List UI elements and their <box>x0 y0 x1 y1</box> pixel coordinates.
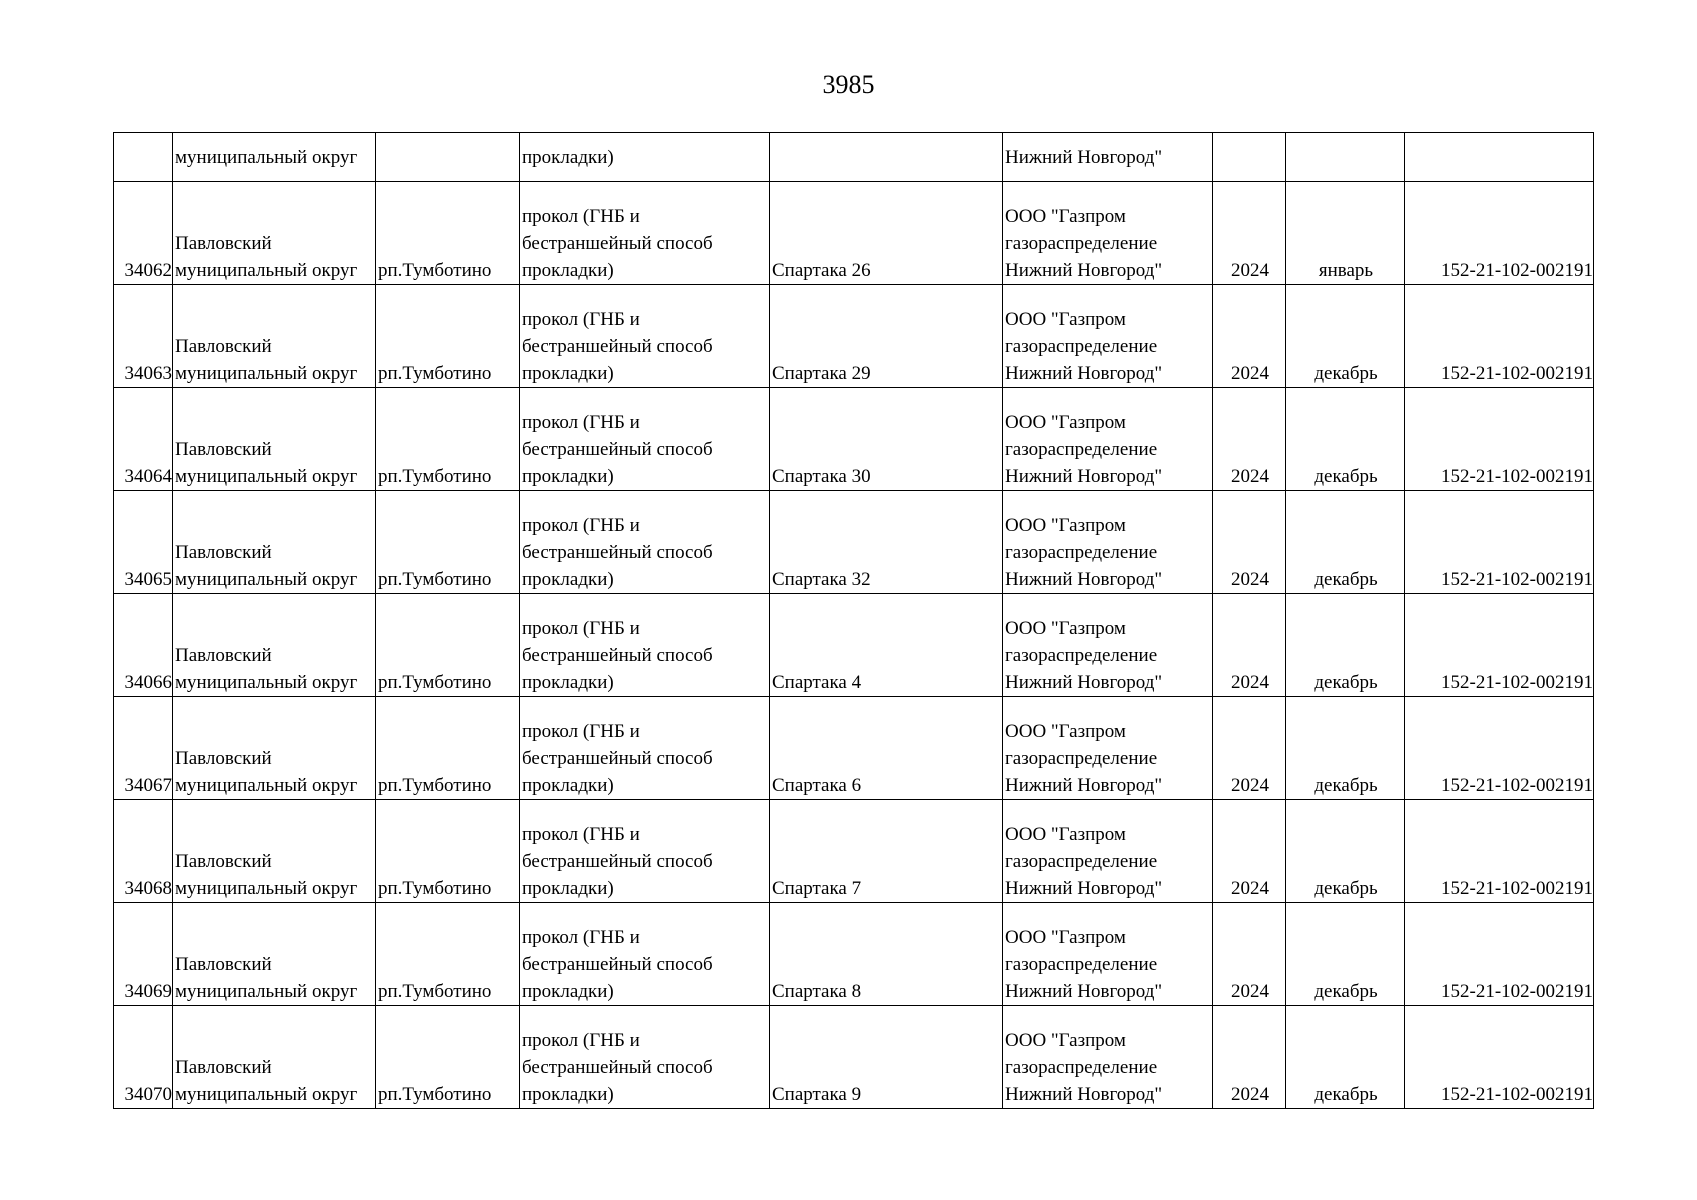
cell-organization-line: газораспределение <box>1005 542 1158 563</box>
cell-year: 2024 <box>1213 1006 1286 1109</box>
cell-locality: рп.Тумботино <box>376 903 520 1006</box>
cell-number: 34066 <box>114 594 173 697</box>
cell-month: декабрь <box>1286 800 1405 903</box>
cell-year: 2024 <box>1213 388 1286 491</box>
cell-method-line: бестраншейный способ <box>522 851 713 872</box>
cell-address: Спартака 8 <box>770 903 1003 1006</box>
cell-district <box>173 1006 376 1109</box>
cell-method-line: прокладки) <box>522 466 614 487</box>
cell-month: декабрь <box>1286 903 1405 1006</box>
cell-month: декабрь <box>1286 1006 1405 1109</box>
cell-organization-line: газораспределение <box>1005 439 1158 460</box>
cell-district-line: Павловский <box>175 542 272 563</box>
cell-district <box>173 594 376 697</box>
cell-locality: рп.Тумботино <box>376 697 520 800</box>
cell-organization-line: газораспределение <box>1005 336 1158 357</box>
cell-district-line: муниципальный округ <box>175 466 358 487</box>
cell-organization: Нижний Новгород" <box>1003 133 1213 182</box>
cell-address: Спартака 26 <box>770 182 1003 285</box>
cell-month: декабрь <box>1286 594 1405 697</box>
cell-organization-line: Нижний Новгород" <box>1005 672 1163 693</box>
cell-district-line: Павловский <box>175 233 272 254</box>
cell-method-line: прокладки) <box>522 878 614 899</box>
cell-method: прокладки) <box>520 133 770 182</box>
cell-organization-line: Нижний Новгород" <box>1005 363 1163 384</box>
cell-locality <box>376 133 520 182</box>
gas-connection-register-table <box>113 132 1594 1109</box>
cell-organization-line: Нижний Новгород" <box>1005 466 1163 487</box>
cell-organization-line: Нижний Новгород" <box>1005 1084 1163 1105</box>
cell-locality: рп.Тумботино <box>376 800 520 903</box>
cell-year <box>1213 133 1286 182</box>
cell-organization <box>1003 388 1213 491</box>
cell-number: 34067 <box>114 697 173 800</box>
cell-month <box>1286 133 1405 182</box>
cell-code: 152-21-102-002191 <box>1405 1006 1594 1109</box>
cell-month: декабрь <box>1286 285 1405 388</box>
cell-organization-line: Нижний Новгород" <box>1005 775 1163 796</box>
cell-district: муниципальный округ <box>173 133 376 182</box>
cell-year: 2024 <box>1213 285 1286 388</box>
cell-organization-line: Нижний Новгород" <box>1005 981 1163 1002</box>
cell-locality: рп.Тумботино <box>376 388 520 491</box>
cell-method-line: прокладки) <box>522 775 614 796</box>
cell-method <box>520 903 770 1006</box>
cell-method <box>520 697 770 800</box>
cell-address: Спартака 30 <box>770 388 1003 491</box>
cell-method-line: бестраншейный способ <box>522 1057 713 1078</box>
cell-district-line: Павловский <box>175 954 272 975</box>
cell-method-line: прокладки) <box>522 260 614 281</box>
cell-method-line: прокол (ГНБ и <box>522 721 640 742</box>
cell-organization-line: ООО "Газпром <box>1005 1030 1126 1051</box>
cell-address: Спартака 32 <box>770 491 1003 594</box>
cell-method-line: бестраншейный способ <box>522 542 713 563</box>
table-row <box>114 800 1594 903</box>
table-row <box>114 903 1594 1006</box>
cell-district-line: муниципальный округ <box>175 878 358 899</box>
cell-method-line: прокол (ГНБ и <box>522 309 640 330</box>
table-row <box>114 182 1594 285</box>
cell-method-line: прокладки) <box>522 672 614 693</box>
cell-district <box>173 491 376 594</box>
cell-method-line: прокол (ГНБ и <box>522 412 640 433</box>
cell-method <box>520 491 770 594</box>
cell-locality: рп.Тумботино <box>376 285 520 388</box>
cell-code: 152-21-102-002191 <box>1405 697 1594 800</box>
cell-number <box>114 133 173 182</box>
cell-method <box>520 285 770 388</box>
cell-year: 2024 <box>1213 182 1286 285</box>
cell-district-line: муниципальный округ <box>175 260 358 281</box>
cell-organization-line: ООО "Газпром <box>1005 412 1126 433</box>
cell-organization-line: ООО "Газпром <box>1005 309 1126 330</box>
table-row <box>114 697 1594 800</box>
cell-address: Спартака 4 <box>770 594 1003 697</box>
cell-organization-line: ООО "Газпром <box>1005 927 1126 948</box>
cell-locality: рп.Тумботино <box>376 491 520 594</box>
cell-district-line: муниципальный округ <box>175 981 358 1002</box>
cell-method-line: прокол (ГНБ и <box>522 515 640 536</box>
cell-organization <box>1003 594 1213 697</box>
cell-number: 34065 <box>114 491 173 594</box>
cell-organization <box>1003 903 1213 1006</box>
cell-district <box>173 182 376 285</box>
cell-number: 34070 <box>114 1006 173 1109</box>
cell-year: 2024 <box>1213 800 1286 903</box>
cell-method-line: бестраншейный способ <box>522 645 713 666</box>
cell-district-line: Павловский <box>175 645 272 666</box>
cell-organization-line: ООО "Газпром <box>1005 618 1126 639</box>
cell-method-line: прокол (ГНБ и <box>522 618 640 639</box>
cell-district-line: муниципальный округ <box>175 569 358 590</box>
cell-district-line: Павловский <box>175 748 272 769</box>
cell-organization-line: газораспределение <box>1005 748 1158 769</box>
cell-organization-line: Нижний Новгород" <box>1005 569 1163 590</box>
cell-code: 152-21-102-002191 <box>1405 903 1594 1006</box>
cell-district-line: Павловский <box>175 1057 272 1078</box>
cell-district <box>173 800 376 903</box>
cell-month: декабрь <box>1286 388 1405 491</box>
cell-method <box>520 594 770 697</box>
cell-year: 2024 <box>1213 697 1286 800</box>
cell-number: 34068 <box>114 800 173 903</box>
table-row <box>114 285 1594 388</box>
table-row <box>114 491 1594 594</box>
cell-locality: рп.Тумботино <box>376 182 520 285</box>
cell-organization-line: ООО "Газпром <box>1005 824 1126 845</box>
cell-district-line: муниципальный округ <box>175 672 358 693</box>
cell-year: 2024 <box>1213 491 1286 594</box>
cell-district <box>173 697 376 800</box>
cell-district <box>173 903 376 1006</box>
cell-locality: рп.Тумботино <box>376 594 520 697</box>
cell-number: 34069 <box>114 903 173 1006</box>
cell-organization-line: газораспределение <box>1005 954 1158 975</box>
cell-method-line: прокладки) <box>522 569 614 590</box>
cell-organization-line: ООО "Газпром <box>1005 206 1126 227</box>
cell-method-line: прокладки) <box>522 1084 614 1105</box>
cell-organization <box>1003 1006 1213 1109</box>
cell-year: 2024 <box>1213 594 1286 697</box>
cell-code: 152-21-102-002191 <box>1405 182 1594 285</box>
cell-method-line: бестраншейный способ <box>522 748 713 769</box>
register-body <box>114 133 1594 1109</box>
cell-district-line: Павловский <box>175 336 272 357</box>
cell-number: 34064 <box>114 388 173 491</box>
page-number: 3985 <box>822 70 875 99</box>
cell-method-line: прокладки) <box>522 363 614 384</box>
cell-method-line: прокол (ГНБ и <box>522 824 640 845</box>
cell-method <box>520 182 770 285</box>
cell-district-line: Павловский <box>175 439 272 460</box>
cell-district-line: муниципальный округ <box>175 775 358 796</box>
cell-method <box>520 388 770 491</box>
cell-method-line: бестраншейный способ <box>522 233 713 254</box>
table-row <box>114 388 1594 491</box>
cell-organization-line: газораспределение <box>1005 1057 1158 1078</box>
table-row <box>114 594 1594 697</box>
cell-code: 152-21-102-002191 <box>1405 594 1594 697</box>
cell-method-line: прокол (ГНБ и <box>522 927 640 948</box>
cell-method-line: бестраншейный способ <box>522 954 713 975</box>
cell-number: 34062 <box>114 182 173 285</box>
cell-organization-line: газораспределение <box>1005 645 1158 666</box>
cell-month: декабрь <box>1286 491 1405 594</box>
cell-locality: рп.Тумботино <box>376 1006 520 1109</box>
cell-district-line: муниципальный округ <box>175 1084 358 1105</box>
cell-organization-line: Нижний Новгород" <box>1005 878 1163 899</box>
cell-year: 2024 <box>1213 903 1286 1006</box>
cell-organization-line: ООО "Газпром <box>1005 721 1126 742</box>
cell-organization <box>1003 800 1213 903</box>
cell-organization <box>1003 491 1213 594</box>
cell-district-line: муниципальный округ <box>175 363 358 384</box>
cell-organization <box>1003 182 1213 285</box>
cell-district-line: Павловский <box>175 851 272 872</box>
cell-method <box>520 800 770 903</box>
cell-code <box>1405 133 1594 182</box>
cell-organization-line: газораспределение <box>1005 851 1158 872</box>
cell-organization <box>1003 285 1213 388</box>
table-row-continued <box>114 133 1594 182</box>
cell-method-line: прокол (ГНБ и <box>522 206 640 227</box>
cell-district <box>173 388 376 491</box>
cell-method <box>520 1006 770 1109</box>
cell-code: 152-21-102-002191 <box>1405 491 1594 594</box>
cell-method-line: бестраншейный способ <box>522 336 713 357</box>
cell-month: январь <box>1286 182 1405 285</box>
cell-address: Спартака 9 <box>770 1006 1003 1109</box>
cell-address: Спартака 29 <box>770 285 1003 388</box>
cell-organization-line: Нижний Новгород" <box>1005 260 1163 281</box>
cell-code: 152-21-102-002191 <box>1405 285 1594 388</box>
cell-code: 152-21-102-002191 <box>1405 388 1594 491</box>
cell-number: 34063 <box>114 285 173 388</box>
cell-address: Спартака 6 <box>770 697 1003 800</box>
table-row <box>114 1006 1594 1109</box>
cell-month: декабрь <box>1286 697 1405 800</box>
cell-address: Спартака 7 <box>770 800 1003 903</box>
cell-method-line: прокладки) <box>522 981 614 1002</box>
cell-address <box>770 133 1003 182</box>
cell-organization-line: газораспределение <box>1005 233 1158 254</box>
cell-organization-line: ООО "Газпром <box>1005 515 1126 536</box>
cell-organization <box>1003 697 1213 800</box>
cell-method-line: прокол (ГНБ и <box>522 1030 640 1051</box>
cell-method-line: бестраншейный способ <box>522 439 713 460</box>
cell-district <box>173 285 376 388</box>
cell-code: 152-21-102-002191 <box>1405 800 1594 903</box>
